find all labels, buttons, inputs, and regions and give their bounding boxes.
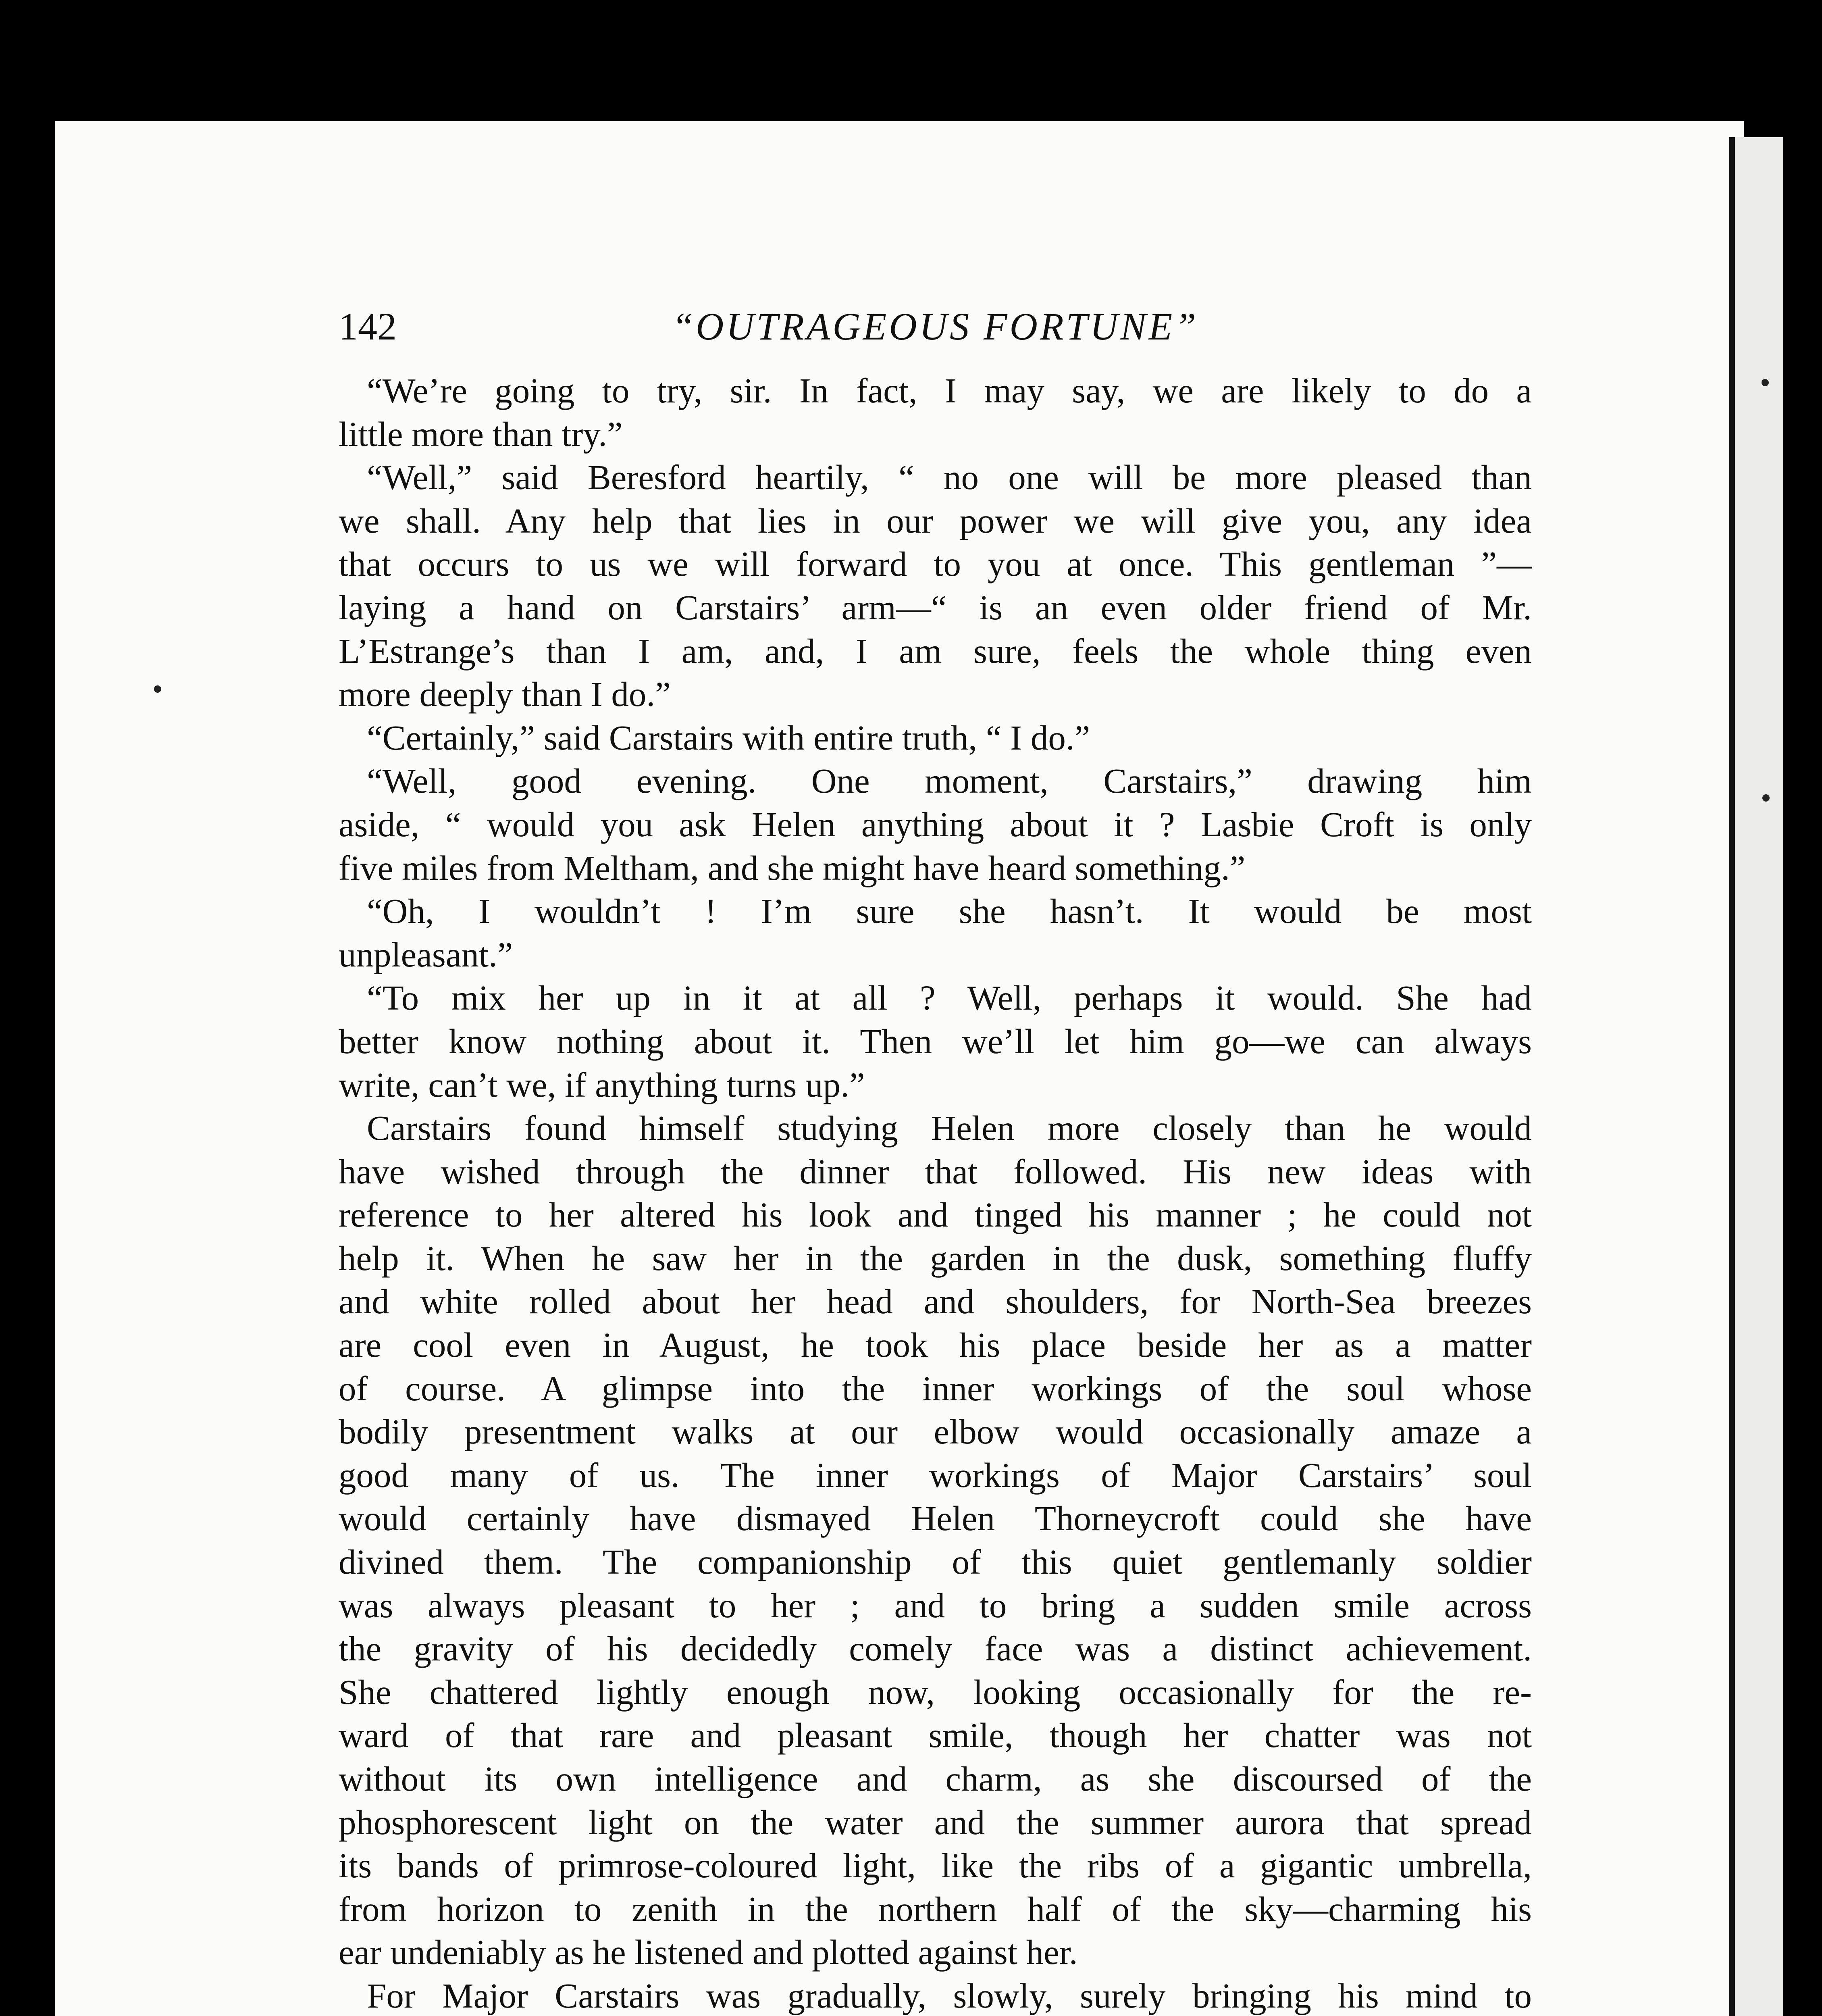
text-line: that occurs to us we will forward to you at once. This gentleman ”— <box>339 544 1532 584</box>
page-header <box>339 298 1532 355</box>
text-line: “Oh, I wouldn’t ! I’m sure she hasn’t. It would be most <box>367 891 1532 931</box>
text-line: better know nothing about it. Then we’ll let him go—we can always <box>339 1021 1532 1061</box>
text-line: its bands of primrose-coloured light, like the ribs of a gigantic umbrella, <box>339 1846 1532 1885</box>
text-line: more deeply than I do.” <box>339 675 671 714</box>
scan-speck <box>1762 794 1770 802</box>
text-line: “Certainly,” said Carstairs with entire truth, “ I do.” <box>367 718 1090 757</box>
scan-speck <box>1762 379 1769 386</box>
text-line: help it. When he saw her in the garden in the dusk, something fluffy <box>339 1238 1532 1278</box>
text-line: L’Estrange’s than I am, and, I am sure, feels the whole thing even <box>339 631 1532 671</box>
text-line: write, can’t we, if anything turns up.” <box>339 1065 865 1104</box>
text-line: bodily presentment walks at our elbow would occasionally amaze a <box>339 1412 1532 1452</box>
adjacent-page-edge <box>1729 137 1783 2016</box>
text-line: good many of us. The inner workings of Major Carstairs’ soul <box>339 1455 1532 1495</box>
scan-speck <box>154 685 161 693</box>
text-line: without its own intelligence and charm, as she discoursed of the <box>339 1759 1532 1798</box>
text-line: ward of that rare and pleasant smile, though her chatter was not <box>339 1716 1532 1755</box>
text-line: laying a hand on Carstairs’ arm—“ is an even older friend of Mr. <box>339 587 1532 627</box>
text-line: “Well, good evening. One moment, Carstairs,” drawing him <box>367 761 1532 801</box>
text-line: would certainly have dismayed Helen Thorneycroft could she have <box>339 1499 1532 1538</box>
text-line: little more than try.” <box>339 414 623 454</box>
text-line: have wished through the dinner that followed. His new ideas with <box>339 1152 1532 1191</box>
text-line: are cool even in August, he took his place beside her as a matter <box>339 1325 1532 1365</box>
text-line: was always pleasant to her ; and to bring a sudden smile across <box>339 1585 1532 1625</box>
text-line: unpleasant.” <box>339 935 513 974</box>
text-line: Carstairs found himself studying Helen more closely than he would <box>367 1108 1532 1148</box>
text-line: “To mix her up in it at all ? Well, perhaps it would. She had <box>367 978 1532 1018</box>
text-line: “We’re going to try, sir. In fact, I may say, we are likely to do a <box>367 371 1532 410</box>
text-line: For Major Carstairs was gradually, slowly, surely bringing his mind to <box>367 1976 1532 2015</box>
text-line: we shall. Any help that lies in our power we will give you, any idea <box>339 501 1532 540</box>
text-line: She chattered lightly enough now, looking occasionally for the re- <box>339 1672 1532 1712</box>
running-title: “OUTRAGEOUS FORTUNE” <box>672 305 1199 348</box>
page-number: 142 <box>339 305 397 348</box>
text-line: of course. A glimpse into the inner workings of the soul whose <box>339 1368 1532 1408</box>
text-line: “Well,” said Beresford heartily, “ no one will be more pleased than <box>367 458 1532 497</box>
text-line: phosphorescent light on the water and the summer aurora that spread <box>339 1802 1532 1842</box>
text-line: divined them. The companionship of this quiet gentlemanly soldier <box>339 1542 1532 1582</box>
text-line: five miles from Meltham, and she might have heard something.” <box>339 848 1246 887</box>
text-line: from horizon to zenith in the northern half of the sky—charming his <box>339 1889 1532 1929</box>
text-line: ear undeniably as he listened and plotted against her. <box>339 1933 1078 1972</box>
text-line: and white rolled about her head and shoulders, for North-Sea breezes <box>339 1282 1532 1321</box>
text-line: the gravity of his decidedly comely face was a distinct achievement. <box>339 1629 1532 1668</box>
text-line: reference to her altered his look and tinged his manner ; he could not <box>339 1195 1532 1235</box>
body-text <box>339 369 1532 2016</box>
text-line: aside, “ would you ask Helen anything about it ? Lasbie Croft is only <box>339 804 1532 844</box>
